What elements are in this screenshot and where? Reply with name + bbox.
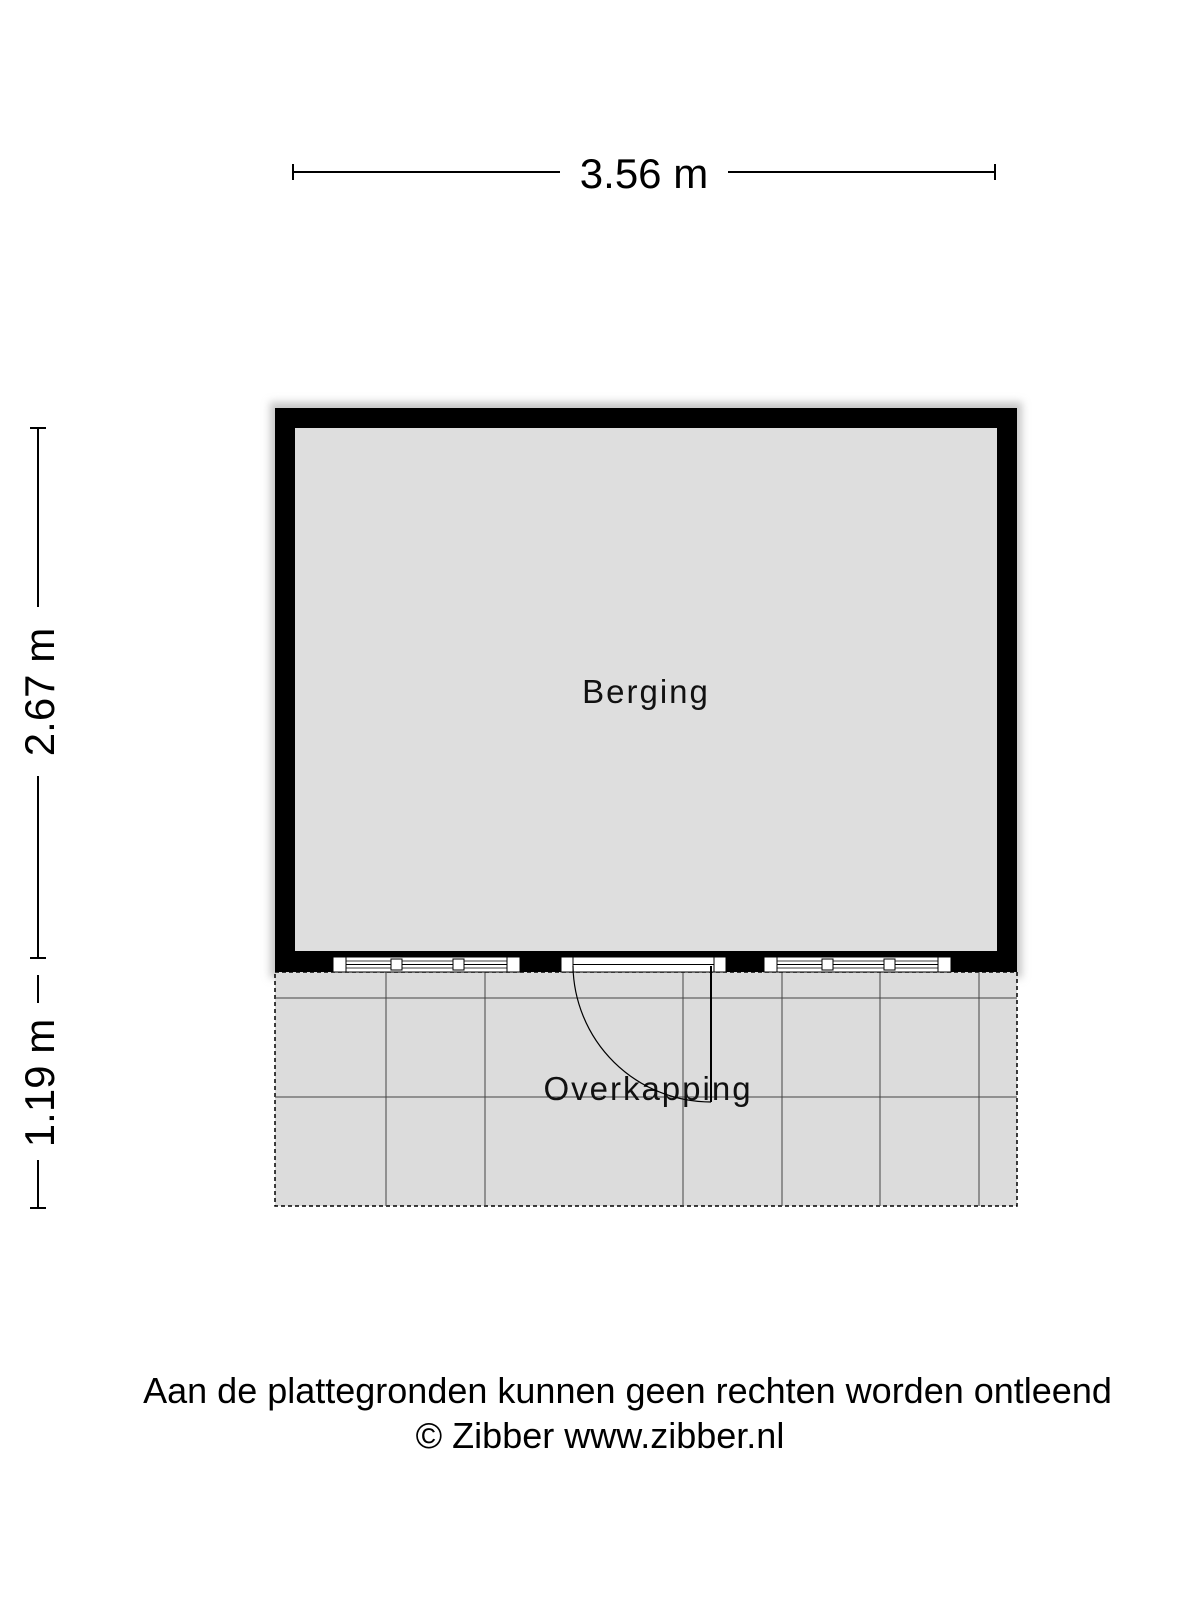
- window-left: [333, 957, 520, 972]
- room-overkapping: [275, 972, 1017, 1206]
- height-dimension-overkapping: [16, 975, 63, 1208]
- disclaimer-text: Aan de plattegronden kunnen geen rechten worden ontleend: [143, 1370, 1112, 1411]
- copyright-text: © Zibber www.zibber.nl: [415, 1415, 785, 1456]
- room-berging: [270, 402, 1022, 978]
- width-label: 3.56 m: [579, 150, 709, 197]
- room-label-overkapping: Overkapping: [543, 1070, 753, 1107]
- window-right: [764, 957, 951, 972]
- width-dimension: [293, 150, 995, 197]
- room-label-berging: Berging: [582, 673, 710, 710]
- height-dimension-berging: [16, 428, 63, 958]
- height-label-overkapping: 1.19 m: [16, 1018, 63, 1148]
- footer: [0, 1368, 1200, 1458]
- height-label-berging: 2.67 m: [16, 627, 63, 757]
